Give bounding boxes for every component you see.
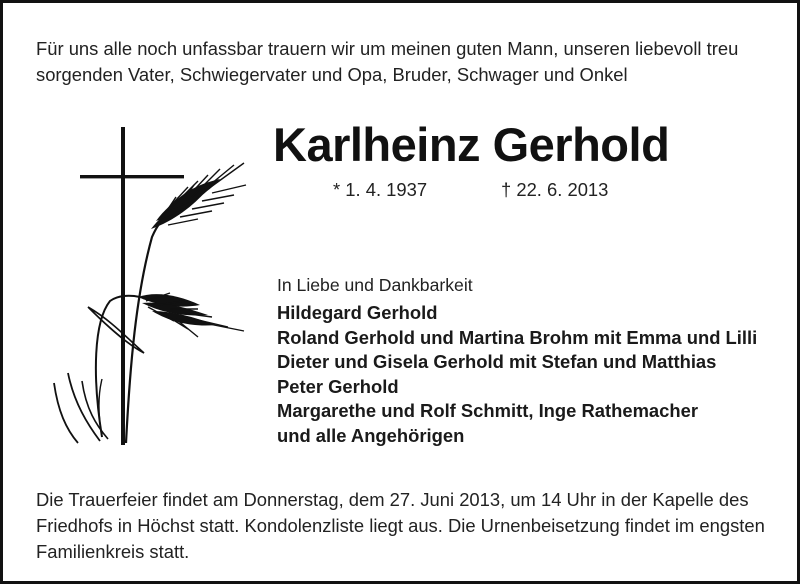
gratitude-line: In Liebe und Dankbarkeit <box>277 275 473 295</box>
mourner-name: Margarethe und Rolf Schmitt, Inge Rathemacher <box>277 400 699 422</box>
cross-with-wheat-icon <box>48 125 253 450</box>
intro-text: Für uns alle noch unfassbar trauern wir um meinen guten Mann, unseren liebevoll treu sorgenden Vater, Schwiegervater und Opa, Bruder, Schwager und Onkel <box>36 38 739 85</box>
deceased-name: Karlheinz Gerhold <box>273 118 670 171</box>
mourner-name: Roland Gerhold und Martina Brohm mit Emma und Lilli <box>277 326 758 348</box>
service-details: Die Trauerfeier findet am Donnerstag, dem 27. Juni 2013, um 14 Uhr in der Kapelle des Friedhofs in Höchst statt. Kondolenzliste liegt aus. Die Urnenbeisetzung findet im engsten Familienkreis statt. <box>36 489 765 562</box>
mourners-list <box>277 301 757 449</box>
mourner-name: Hildegard Gerhold <box>277 302 438 323</box>
mourner-name: und alle Angehörigen <box>277 424 465 446</box>
mourner-name: Peter Gerhold <box>277 375 399 397</box>
birth-date: * 1. 4. 1937 <box>333 179 428 200</box>
death-date: † 22. 6. 2013 <box>501 179 609 200</box>
mourner-name: Dieter und Gisela Gerhold mit Stefan und Matthias <box>277 351 717 373</box>
